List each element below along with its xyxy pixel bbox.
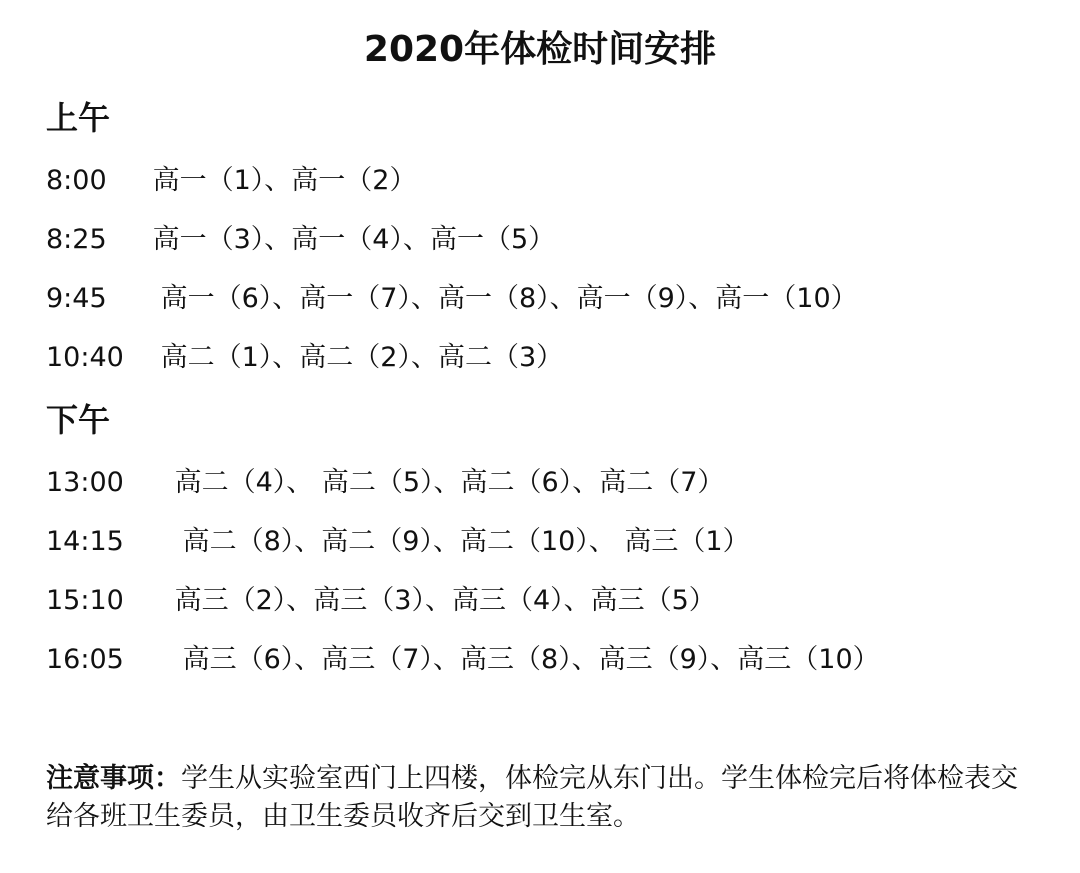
notice-paragraph (46, 760, 1036, 836)
schedule-row (46, 163, 416, 199)
schedule-row (46, 583, 716, 619)
row-time: 10:40 (46, 342, 124, 373)
morning-heading: 上午 (46, 99, 111, 137)
row-time: 8:00 (46, 165, 107, 196)
row-classes: 高三（2）、高三（3）、高三（4）、高三（5） (174, 585, 716, 616)
row-classes: 高三（6）、高三（7）、高三（8）、高三（9）、高三（10） (182, 644, 880, 675)
row-classes: 高一（1）、高一（2） (152, 165, 417, 196)
row-classes: 高二（1）、高二（2）、高二（3） (160, 342, 564, 373)
row-time: 14:15 (46, 526, 124, 557)
schedule-row (46, 222, 555, 258)
row-classes: 高二（4）、 高二（5）、高二（6）、高二（7） (174, 467, 725, 498)
schedule-row (46, 524, 750, 560)
afternoon-heading: 下午 (46, 401, 111, 439)
row-time: 15:10 (46, 585, 124, 616)
schedule-row (46, 340, 563, 376)
row-time: 8:25 (46, 224, 107, 255)
row-classes: 高一（6）、高一（7）、高一（8）、高一（9）、高一（10） (160, 283, 858, 314)
schedule-row (46, 281, 858, 317)
row-time: 13:00 (46, 467, 124, 498)
row-time: 16:05 (46, 644, 124, 675)
page-title: 2020年体检时间安排 (363, 29, 717, 70)
row-classes: 高二（8）、高二（9）、高二（10）、 高三（1） (182, 526, 750, 557)
row-time: 9:45 (46, 283, 107, 314)
notice-text: 学生从实验室西门上四楼，体检完从东门出。学生体检完后将体检表交给各班卫生委员，由卫生委员收齐后交到卫生室。 (46, 763, 1018, 832)
row-classes: 高一（3）、高一（4）、高一（5） (152, 224, 556, 255)
schedule-row (46, 465, 724, 501)
schedule-row (46, 642, 880, 678)
notice-label: 注意事项： (46, 763, 181, 794)
